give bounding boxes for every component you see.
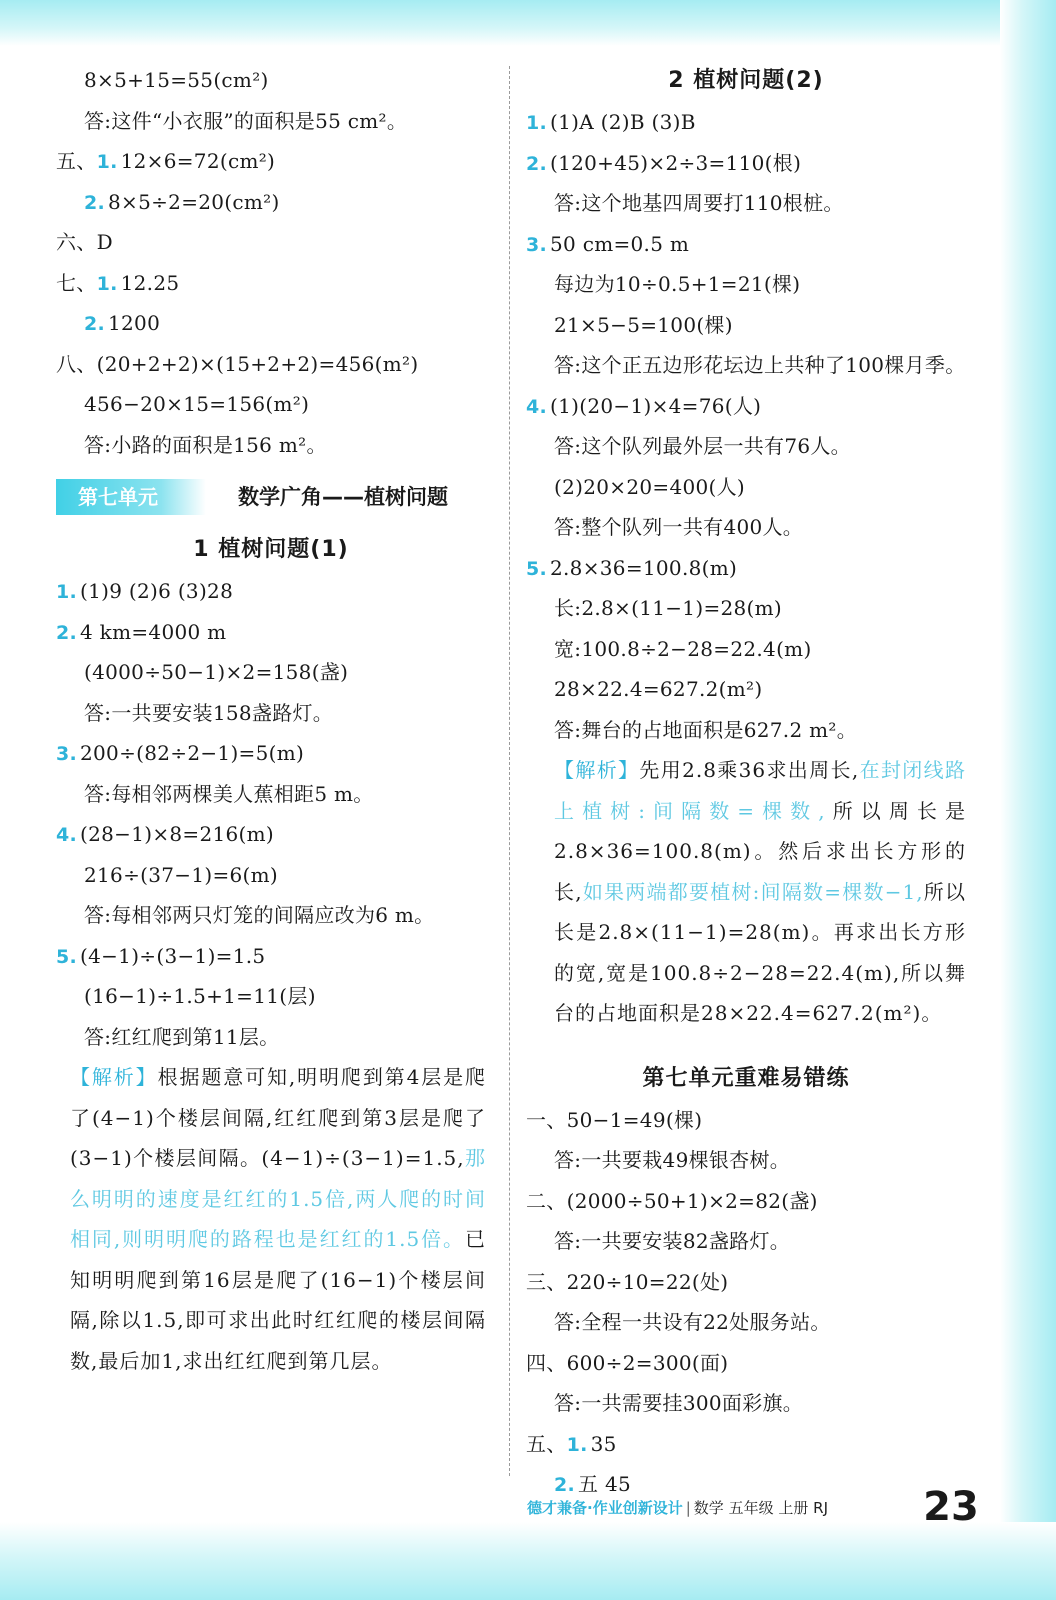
review-q3: 三、220÷10=22(处): [526, 1269, 729, 1294]
answer-line: 8×5+15=55(cm²): [84, 68, 269, 92]
answer-line: (2)20×20=400(人): [554, 474, 746, 499]
q3: 3. 50 cm=0.5 m: [526, 231, 690, 256]
footer-brand: 德才兼备·作业创新设计: [527, 1499, 683, 1517]
analysis-paragraph: 【解析】先用2.8乘36求出周长,在封闭线路上植树:间隔数=棵数,所以周长是2.8×36=100.8(m)。然后求出长方形的长,如果两端都要植树:间隔数=棵数−1,所以长是2.8×(11−1)=28(m)。再求出长方形的宽,宽是100.8÷2−28=22.4(m),所以舞台的占地面积是28×22.4=627.2(m²)。: [554, 758, 967, 1025]
q-wu-2: 2. 8×5÷2=20(cm²): [84, 189, 280, 214]
answer-line: 答:每相邻两棵美人蕉相距5 m。: [84, 781, 374, 806]
answer-line: 答:红红爬到第11层。: [84, 1024, 280, 1049]
footer-edition: RJ: [813, 1499, 829, 1517]
answer-line: 答:这个队列最外层一共有76人。: [554, 434, 851, 458]
footer-subject: 数学: [693, 1499, 724, 1517]
unit-badge: 第七单元: [56, 479, 206, 515]
review-title: 第七单元重难易错练: [642, 1065, 850, 1091]
answer-line: 答:一共要安装82盏路灯。: [554, 1229, 791, 1253]
bottom-wave-border: [0, 1522, 1056, 1600]
q5: 5. 2.8×36=100.8(m): [526, 555, 738, 580]
review-q5-2: 2. 五 45: [554, 1472, 632, 1496]
q-liu: 六、D: [56, 230, 113, 254]
answer-line: 答:这个地基四周要打110根桩。: [554, 191, 844, 215]
right-wave-border: [1000, 0, 1056, 1600]
answer-line: (16−1)÷1.5+1=11(层): [84, 984, 316, 1008]
review-q5-1: 五、1. 35: [526, 1431, 617, 1456]
analysis-paragraph: 【解析】根据题意可知,明明爬到第4层是爬了(4−1)个楼层间隔,红红爬到第3层是爬了(3−1)个楼层间隔。(4−1)÷(3−1)=1.5,那么明明的速度是红红的1.5倍,两人爬的时间相同,则明明爬的路程也是红红的1.5倍。已知明明爬到第16层是爬了(16−1)个楼层间隔,除以1.5,即可求出此时红红爬的楼层间隔数,最后加1,求出红红爬到第几层。: [70, 1065, 486, 1373]
q3: 3. 200÷(82÷2−1)=5(m): [56, 741, 305, 765]
answer-line: 答:一共需要挂300面彩旗。: [554, 1391, 804, 1415]
answer-line: 28×22.4=627.2(m²): [554, 677, 763, 701]
footer-volume: 上册: [778, 1499, 809, 1517]
answer-line: (4000÷50−1)×2=158(盏): [84, 660, 349, 684]
q4: 4. (1)(20−1)×4=76(人): [526, 393, 762, 418]
review-q4: 四、600÷2=300(面): [526, 1350, 729, 1375]
q-ba: 八、(20+2+2)×(15+2+2)=456(m²): [56, 351, 419, 376]
q2: 2. 4 km=4000 m: [56, 619, 227, 644]
section-title: 2 植树问题(2): [668, 68, 824, 93]
left-column: [56, 60, 486, 1381]
answer-line: 答:每相邻两只灯笼的间隔应改为6 m。: [84, 903, 435, 927]
answer-line: 答:这件“小衣服”的面积是55 cm²。: [84, 108, 408, 133]
top-wave-border: [0, 0, 1056, 46]
answer-line: 216÷(37−1)=6(m): [84, 862, 279, 887]
analysis-tag: 【解析】: [554, 758, 640, 782]
page-number: 23: [923, 1484, 979, 1530]
right-column: [526, 60, 966, 1505]
q2: 2. (120+45)×2÷3=110(根): [526, 150, 802, 175]
answer-line: 21×5−5=100(棵): [554, 312, 733, 337]
unit-title: 数学广角——植树问题: [238, 485, 448, 509]
q-qi-1: 七、1. 12.25: [56, 270, 180, 295]
answer-line: 答:舞台的占地面积是627.2 m²。: [554, 717, 858, 742]
unit-header: [56, 471, 486, 529]
section-title: 1 植树问题(1): [193, 537, 349, 562]
analysis-tag: 【解析】: [70, 1065, 158, 1089]
answer-line: 答:整个队列一共有400人。: [554, 515, 804, 539]
q-wu-1: 五、1. 12×6=72(cm²): [56, 149, 276, 173]
answer-line: 答:一共要安装158盏路灯。: [84, 700, 334, 725]
q1: 1. (1)A (2)B (3)B: [526, 110, 696, 134]
footer-grade: 五年级: [728, 1499, 774, 1517]
answer-line: 宽:100.8÷2−28=22.4(m): [554, 636, 812, 661]
answer-line: 长:2.8×(11−1)=28(m): [554, 596, 783, 620]
answer-line: 答:全程一共设有22处服务站。: [554, 1310, 831, 1334]
q1: 1. (1)9 (2)6 (3)28: [56, 579, 234, 603]
q4: 4. (28−1)×8=216(m): [56, 822, 275, 846]
answer-line: 答:一共要栽49棵银杏树。: [554, 1148, 791, 1172]
review-q1: 一、50−1=49(棵): [526, 1107, 703, 1132]
q5: 5. (4−1)÷(3−1)=1.5: [56, 943, 266, 968]
q-qi-2: 2. 1200: [84, 311, 161, 335]
answer-line: 456−20×15=156(m²): [84, 392, 310, 416]
page-footer: 德才兼备·作业创新设计 | 数学 五年级 上册 RJ: [527, 1499, 829, 1517]
column-divider: [509, 66, 510, 1476]
answer-line: 每边为10÷0.5+1=21(棵): [554, 272, 801, 296]
review-q2: 二、(2000÷50+1)×2=82(盏): [526, 1188, 818, 1213]
answer-line: 答:这个正五边形花坛边上共种了100棵月季。: [554, 353, 966, 377]
answer-line: 答:小路的面积是156 m²。: [84, 432, 327, 457]
